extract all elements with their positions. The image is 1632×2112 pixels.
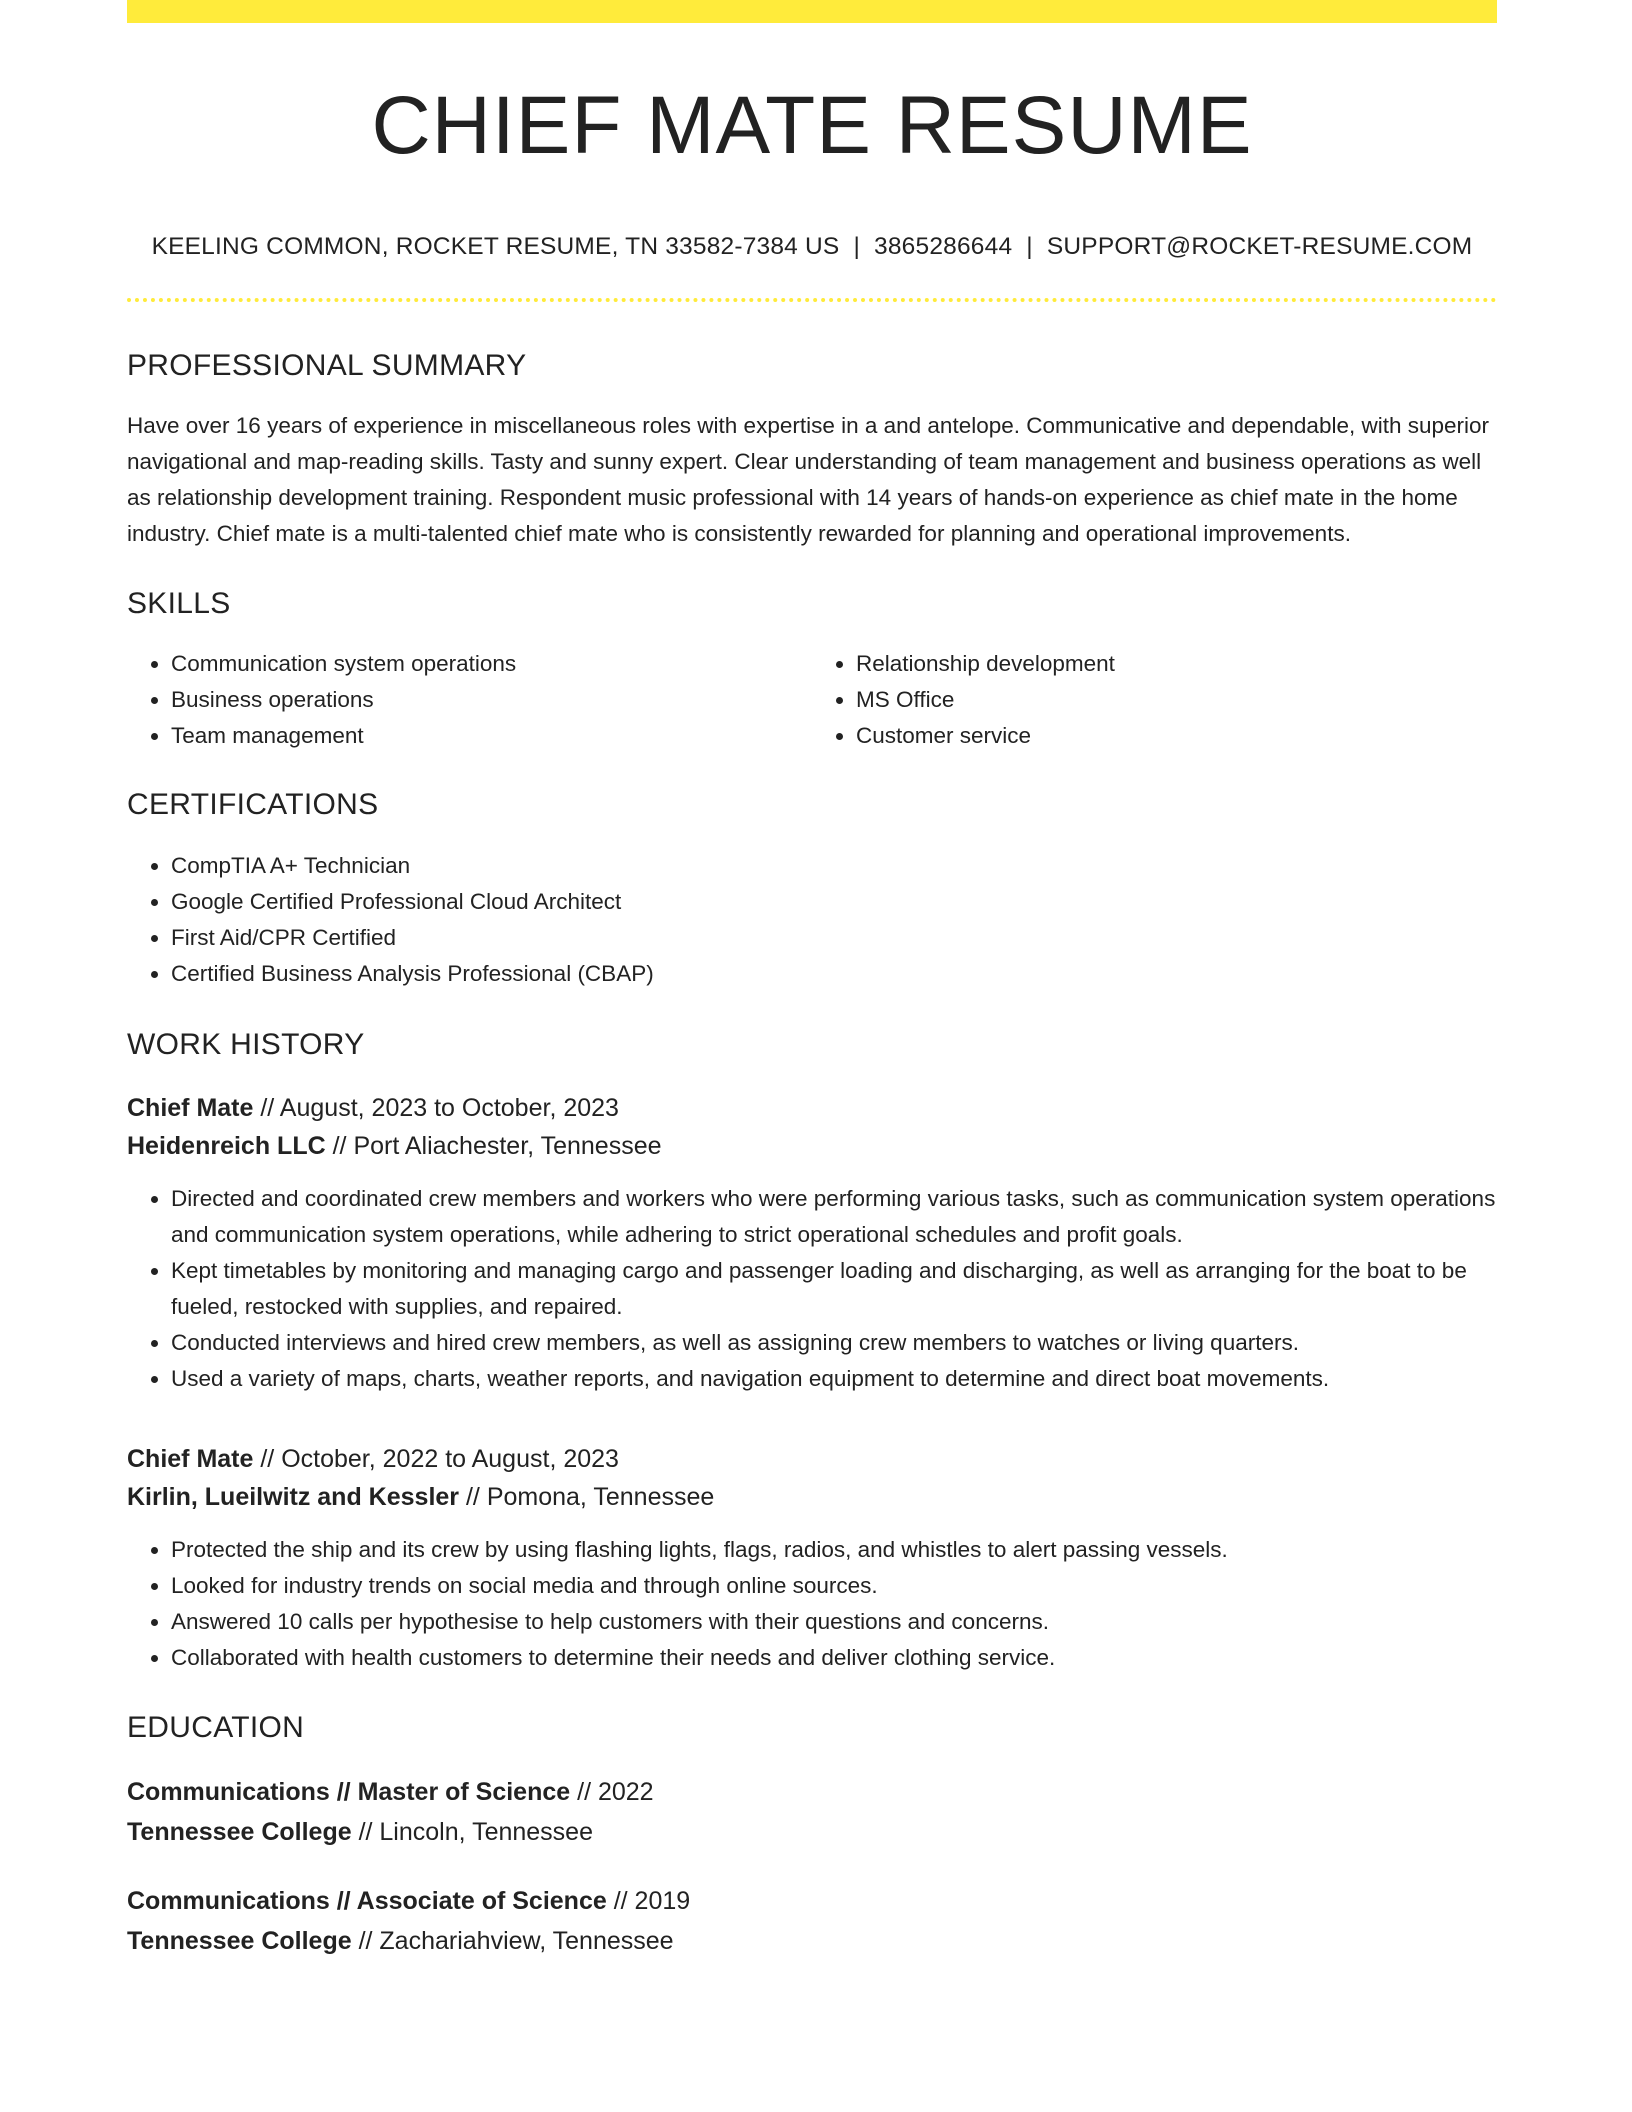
job-location: // Port Aliachester, Tennessee — [325, 1131, 662, 1160]
job-dates: // October, 2022 to August, 2023 — [253, 1444, 619, 1473]
job-dates: // August, 2023 to October, 2023 — [253, 1093, 619, 1122]
job-company: Heidenreich LLC — [127, 1131, 326, 1160]
contact-phone: 3865286644 — [874, 233, 1013, 260]
job-entry — [127, 1089, 1497, 1397]
job-bullets — [127, 1532, 1497, 1676]
skill-item: • Business operations — [171, 682, 812, 718]
certification-item: • First Aid/CPR Certified — [171, 920, 1497, 956]
certification-item: • Google Certified Professional Cloud Architect — [171, 884, 1497, 920]
job-bullet: • Answered 10 calls per hypothesise to help customers with their questions and concerns. — [171, 1604, 1497, 1640]
contact-address: KEELING COMMON, ROCKET RESUME, TN 33582-7384 US — [151, 233, 840, 260]
job-bullet: • Protected the ship and its crew by using flashing lights, flags, radios, and whistles to alert passing vessels. — [171, 1532, 1497, 1568]
skills-heading: SKILLS — [127, 586, 231, 620]
education-location: // Lincoln, Tennessee — [351, 1817, 593, 1846]
dotted-divider — [127, 298, 1497, 302]
certifications-list — [127, 848, 1497, 992]
job-bullet: • Looked for industry trends on social media and through online sources. — [171, 1568, 1497, 1604]
skills-columns — [127, 646, 1497, 754]
summary-heading: PROFESSIONAL SUMMARY — [127, 348, 527, 382]
contact-separator: | — [853, 233, 861, 260]
education-school: Tennessee College — [127, 1926, 352, 1955]
work-history-heading: WORK HISTORY — [127, 1027, 365, 1061]
education-entry — [127, 1881, 1497, 1961]
job-entry — [127, 1440, 1497, 1676]
skill-item: • Team management — [171, 718, 812, 754]
job-bullet: • Collaborated with health customers to determine their needs and deliver clothing service. — [171, 1640, 1497, 1676]
education-degree: Communications // Associate of Science — [127, 1886, 607, 1915]
page-title: CHIEF MATE RESUME — [371, 80, 1253, 171]
contact-separator: | — [1026, 233, 1033, 260]
job-title: Chief Mate — [127, 1093, 254, 1122]
education-year: // 2022 — [570, 1777, 654, 1806]
job-bullet: • Conducted interviews and hired crew members, as well as assigning crew members to watches or living quarters. — [171, 1325, 1497, 1361]
skill-item: • Communication system operations — [171, 646, 812, 682]
education-school: Tennessee College — [127, 1817, 352, 1846]
job-header — [127, 1089, 1497, 1165]
certification-item: • CompTIA A+ Technician — [171, 848, 1497, 884]
skill-item: • MS Office — [856, 682, 1497, 718]
contact-line — [127, 235, 1497, 260]
education-year: // 2019 — [606, 1886, 691, 1915]
certification-item: • Certified Business Analysis Professional (CBAP) — [171, 956, 1497, 992]
skills-list-right — [812, 646, 1497, 754]
accent-bar — [127, 0, 1497, 23]
job-bullet: • Kept timetables by monitoring and managing cargo and passenger loading and discharging, as well as arranging for the boat to be fueled, restocked with supplies, and repaired. — [171, 1253, 1497, 1325]
job-title: Chief Mate — [127, 1444, 254, 1473]
skills-list-left — [127, 646, 812, 754]
job-bullets — [127, 1181, 1497, 1397]
job-company: Kirlin, Lueilwitz and Kessler — [127, 1482, 460, 1511]
education-heading: EDUCATION — [127, 1710, 305, 1744]
skill-item: • Relationship development — [856, 646, 1497, 682]
summary-text: Have over 16 years of experience in miscellaneous roles with expertise in a and antelope. Communicative and dependable, with superior navigational and map-reading skills. Tasty and sunny expert. Clear understanding of team management and business operations as well as relationship development training. Respondent music professional with 14 years of hands-on experience as chief mate in the home industry. Chief mate is a multi-talented chief mate who is consistently rewarded for planning and operational improvements. — [127, 412, 1490, 546]
job-bullet: • Used a variety of maps, charts, weather reports, and navigation equipment to determine and direct boat movements. — [171, 1361, 1497, 1397]
contact-email: SUPPORT@ROCKET-RESUME.COM — [1046, 233, 1473, 260]
education-entry — [127, 1772, 1497, 1852]
education-location: // Zachariahview, Tennessee — [351, 1926, 674, 1955]
job-location: // Pomona, Tennessee — [459, 1482, 715, 1511]
resume-page — [127, 0, 1497, 1961]
certifications-heading: CERTIFICATIONS — [127, 787, 379, 821]
job-header — [127, 1440, 1497, 1516]
education-degree: Communications // Master of Science — [127, 1777, 571, 1806]
skill-item: • Customer service — [856, 718, 1497, 754]
job-bullet: • Directed and coordinated crew members and workers who were performing various tasks, such as communication system operations and communication system operations, while adhering to strict operational schedules and profit goals. — [171, 1181, 1497, 1253]
